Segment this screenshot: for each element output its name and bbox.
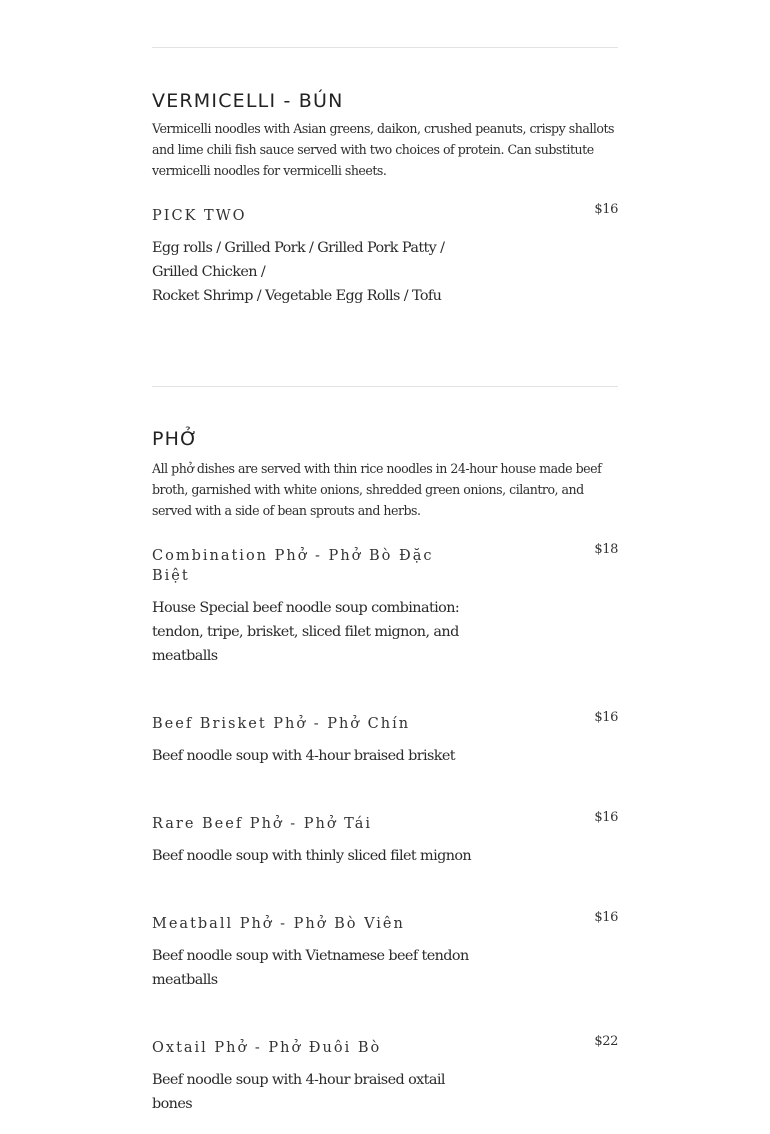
item-description: Beef noodle soup with 4-hour braised brisket: [152, 748, 455, 764]
menu-item-pick-two: [152, 202, 618, 308]
menu-item-beef-brisket-pho: [152, 710, 618, 768]
item-description-line: Egg rolls / Grilled Pork / Grilled Pork Patty /: [152, 240, 445, 256]
item-name: Rare Beef Phở - Phở Tái: [152, 816, 373, 832]
item-name: Combination Phở - Phở Bò Đặc Biệt: [152, 548, 434, 584]
item-price: $16: [594, 810, 618, 825]
item-price: $22: [594, 1034, 618, 1049]
item-name: Meatball Phở - Phở Bò Viên: [152, 916, 405, 932]
section-divider: [152, 47, 618, 48]
section-description-vermicelli: Vermicelli noodles with Asian greens, daikon, crushed peanuts, crispy shallots and lime chili fish sauce served with two choices of protein. Can substitute vermicelli noodles for vermicelli sheets.: [152, 121, 614, 178]
item-name: Beef Brisket Phở - Phở Chín: [152, 716, 411, 732]
item-name: Oxtail Phở - Phở Đuôi Bò: [152, 1040, 382, 1056]
item-price: $16: [594, 710, 618, 725]
menu-item-rare-beef-pho: [152, 810, 618, 868]
section-description-pho: All phở dishes are served with thin rice noodles in 24-hour house made beef broth, garnished with white onions, shredded green onions, cilantro, and served with a side of bean sprouts and herbs.: [152, 461, 602, 518]
item-name: PICK TWO: [152, 208, 247, 224]
section-title-vermicelli: VERMICELLI - BÚN: [152, 90, 344, 112]
item-description: Beef noodle soup with thinly sliced filet mignon: [152, 848, 472, 864]
menu-item-combination-pho: [152, 542, 618, 668]
item-description: [152, 236, 472, 308]
item-price: $18: [594, 542, 618, 557]
item-description: Beef noodle soup with 4-hour braised oxtail bones: [152, 1072, 445, 1112]
menu-item-meatball-pho: [152, 910, 618, 992]
item-description-line: Rocket Shrimp / Vegetable Egg Rolls / Tofu: [152, 288, 442, 304]
item-price: $16: [594, 202, 618, 217]
menu-item-oxtail-pho: [152, 1034, 618, 1116]
item-description: Beef noodle soup with Vietnamese beef tendon meatballs: [152, 948, 469, 988]
item-price: $16: [594, 910, 618, 925]
section-title-pho: PHỞ: [152, 428, 199, 450]
item-description: House Special beef noodle soup combination: tendon, tripe, brisket, sliced filet mignon, and meatballs: [152, 600, 460, 664]
section-divider: [152, 386, 618, 387]
item-description-line: Grilled Chicken /: [152, 264, 266, 280]
